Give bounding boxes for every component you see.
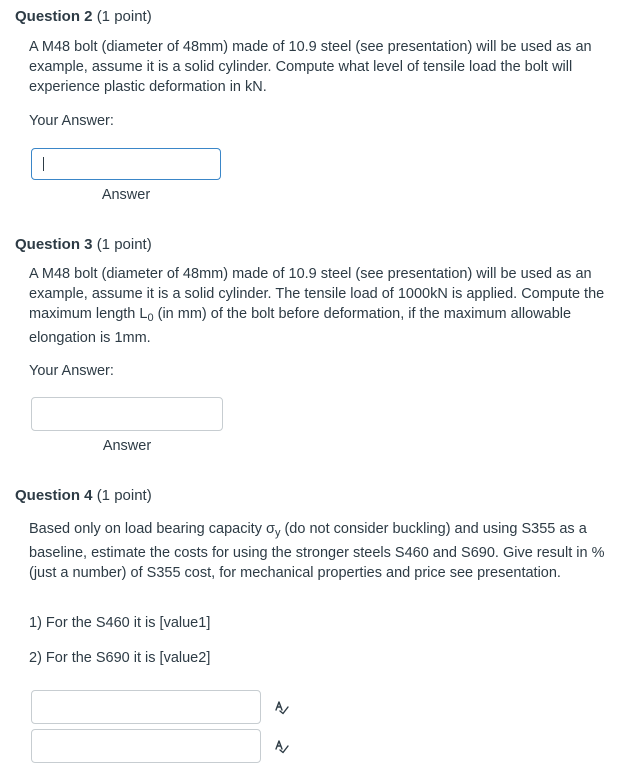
spellcheck-icon[interactable] — [273, 699, 289, 715]
question-4-points: (1 point) — [96, 487, 152, 504]
question-2-your-answer-label: Your Answer: — [29, 113, 114, 129]
question-2-points: (1 point) — [96, 8, 152, 25]
question-4-text-part2: (do not consider buckling) and using S355 as a baseline, estimate the costs for using the stronger steels S460 and S690. Give result in % (just a number) of S355 cost, for mechanical properties and price see presentation. — [29, 521, 605, 581]
question-4-title — [15, 486, 152, 506]
question-4-number: Question 4 — [15, 487, 93, 504]
question-3-text-subscript: 0 — [147, 312, 154, 324]
question-2-text: A M48 bolt (diameter of 48mm) made of 10.9 steel (see presentation) will be used as an example, assume it is a solid cylinder. Compute what level of tensile load the bolt will experience plastic deformation in kN. — [29, 39, 592, 95]
question-3-answer-input[interactable] — [31, 397, 223, 431]
question-3-text — [29, 264, 611, 348]
question-4-item-2: 2) For the S690 it is [value2] — [29, 650, 211, 666]
question-4-text-part1: Based only on load bearing capacity σ — [29, 521, 275, 537]
spellcheck-icon[interactable] — [273, 738, 289, 754]
question-3-answer-caption: Answer — [102, 438, 152, 454]
question-2-number: Question 2 — [15, 8, 93, 25]
question-4-value1-input[interactable] — [31, 690, 261, 724]
question-2-title — [15, 7, 152, 27]
question-3-points: (1 point) — [96, 236, 152, 253]
question-4-text — [29, 519, 611, 583]
question-4-text-subscript: y — [274, 527, 281, 539]
question-4-item-1: 1) For the S460 it is [value1] — [29, 615, 211, 631]
question-3-text-part2: (in mm) of the bolt before deformation, if the maximum allowable elongation is 1mm. — [29, 306, 572, 346]
question-3-text-part1: A M48 bolt (diameter of 48mm) made of 10.9 steel (see presentation) will be used as an example, assume it is a solid cylinder. The tensile load of 1000kN is applied. Compute the maximum length L — [29, 266, 605, 322]
question-2-answer-caption: Answer — [101, 187, 151, 203]
question-3-your-answer-label: Your Answer: — [29, 363, 114, 379]
text-caret — [43, 157, 44, 171]
question-2-answer-input[interactable] — [31, 148, 221, 180]
question-4-value2-input[interactable] — [31, 729, 261, 763]
question-3-title — [15, 235, 152, 255]
question-3-number: Question 3 — [15, 236, 93, 253]
